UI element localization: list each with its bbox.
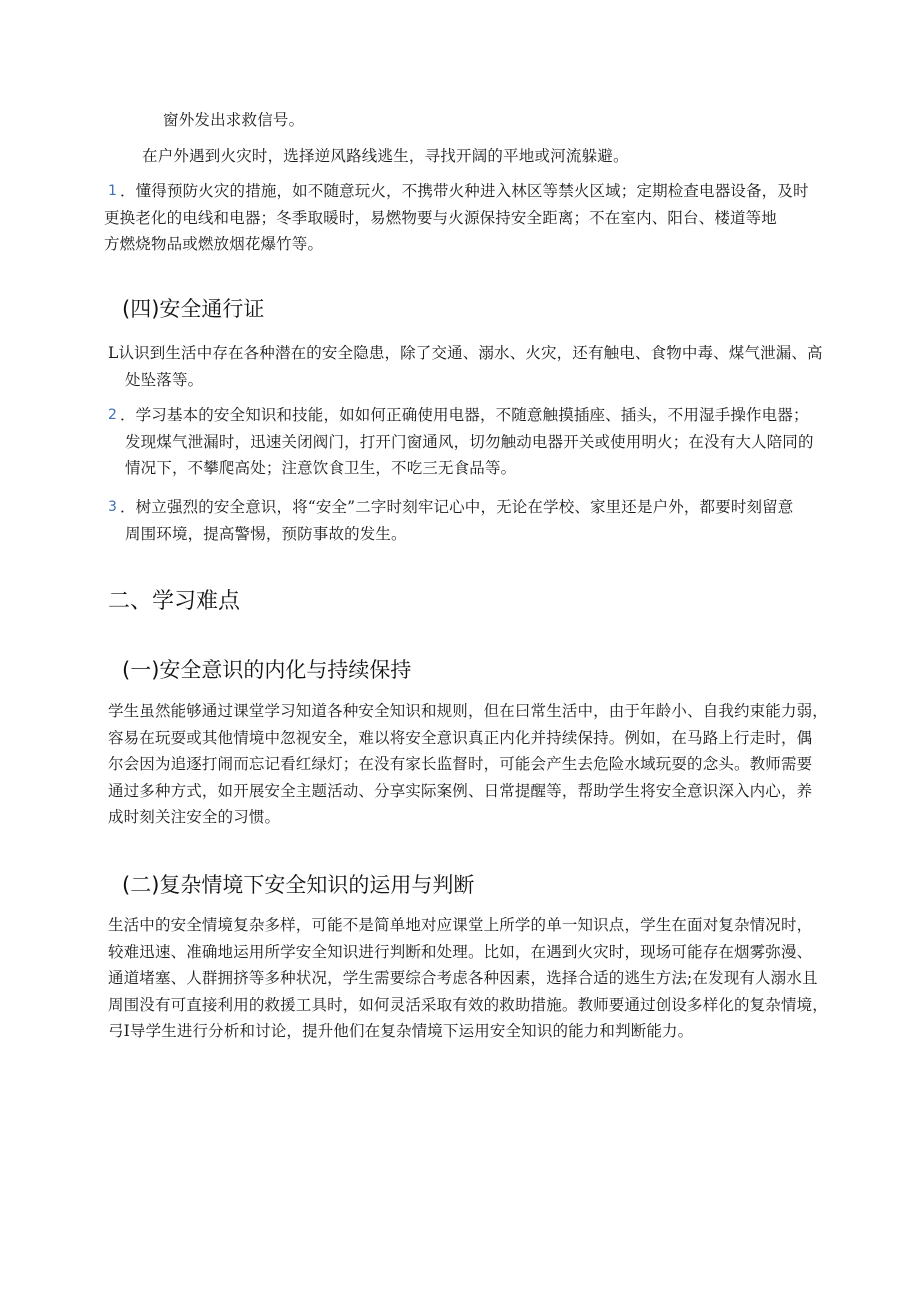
safety-consciousness-paragraph (120, 494, 793, 547)
text-line: 通道堵塞、人群拥挤等多种状况，学生需要综合考虑各种因素，选择合适的逃生方法;在发现有人溺水且 (108, 969, 818, 987)
fire-prevention-paragraph (104, 178, 809, 258)
text-line: 通过多种方式，如开展安全主题活动、分享实际案例、日常提醒等，帮助学生将安全意识深入内心，养 (108, 781, 813, 800)
text-line: 情况下，不攀爬高处；注意饮食卫生，不吃三无食品等。 (125, 459, 517, 477)
subsection-heading-1: (一)安全意识的内化与持续保持 (122, 658, 412, 682)
text-line: 方燃烧物品或燃放烟花爆竹等。 (104, 235, 324, 253)
text-line: 生活中的安全情境复杂多样，可能不是简单地对应课堂上所学的单一知识点，学生在面对复杂情况时， (108, 916, 813, 934)
text-line: 较难迅速、准确地运用所学安全知识进行判断和处理。比如，在遇到火灾时，现场可能存在烟雾弥漫、 (108, 942, 813, 961)
skills-paragraph (120, 402, 814, 482)
text-line: L认识到生活中存在各种潜在的安全隐患，除了交通、溺水、火灾，还有触电、食物中毒、煤气泄漏、高 (108, 344, 823, 362)
text-line: 成时刻关注安全的习惯。 (108, 808, 281, 826)
list-number-2: 2 (108, 407, 117, 423)
text-line: 周围环境，提高警惕，预防事故的发生。 (125, 524, 407, 543)
internalization-paragraph (108, 698, 828, 831)
text-line: 学生虽然能够通过课堂学习知道各种安全知识和规则，但在曰常生活中，由于年龄小、自我约束能力弱， (108, 702, 828, 720)
text-line: 尔会因为追逐打闹而忘记看红绿灯；在没有家长监督时，可能会产生去危险水域玩耍的念头。教师需要 (108, 755, 813, 773)
text-line: 周围没有可直接利用的救援工具时，如何灵活采取有效的救助措施。教师要通过创设多样化的复杂情境， (108, 995, 828, 1014)
awareness-paragraph (108, 340, 823, 393)
text-line: ．懂得预防火灾的措施，如不随意玩火，不携带火种进入林区等禁火区域；定期检查电器设备，及时 (120, 182, 809, 200)
text-line: ．学习基本的安全知识和技能，如如何正确使用电器，不随意触摸插座、插头，不用湿手操作电器； (120, 406, 809, 424)
text-line: 更换老化的电线和电器；冬季取暖时，易燃物要与火源保持安全距离；不在室内、阳台、楼道等地 (104, 208, 777, 227)
list-number-1: 1 (108, 183, 117, 199)
text-line: 容易在玩耍或其他情境中忽视安全，难以将安全意识真正内化并持续保持。例如，在马路上行走时，偶 (108, 728, 813, 747)
text-line: 发现煤气泄漏时，迅速关闭阀门，打开门窗通风，切勿触动电器开关或使用明火；在没有大人陪同的 (125, 432, 814, 451)
text-line: 处坠落等。 (125, 370, 204, 389)
complex-situations-paragraph (108, 912, 828, 1045)
subsection-heading-2: (二)复杂情境下安全知识的运用与判断 (122, 873, 475, 897)
list-number-3: 3 (108, 499, 117, 515)
intro-line-2: 在户外遇到火灾时，选择逆风路线逃生，寻找开阔的平地或河流躲避。 (142, 147, 629, 165)
section-heading-4: (四)安全通行证 (122, 297, 265, 321)
text-line: ．树立强烈的安全意识，将“安全”二字时刻牢记心中，无论在学校、家里还是户外，都要时刻留意 (120, 498, 794, 516)
section-heading-two: 二、学习难点 (108, 589, 241, 614)
text-line: 弓I导学生进行分析和讨论，提升他们在复杂情境下运用安全知识的能力和判断能力。 (108, 1022, 694, 1040)
intro-line-1: 窗外发出求救信号。 (163, 111, 305, 129)
